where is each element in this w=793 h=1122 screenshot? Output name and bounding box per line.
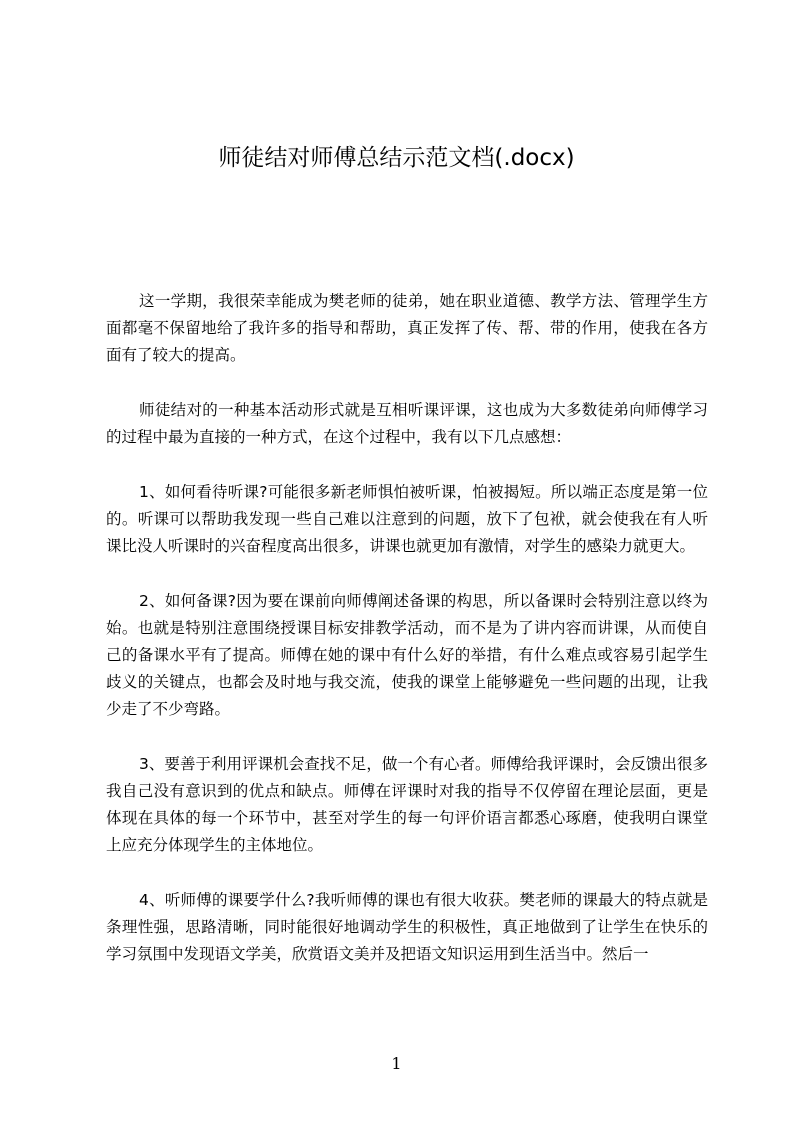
paragraph-point-3: 3、要善于利用评课机会查找不足，做一个有心者。师傅给我评课时，会反馈出很多我自己没有意识到的优点和缺点。师傅在评课时对我的指导不仅停留在理论层面，更是体现在具体的每一个环节中，甚至对学生的每一句评价语言都悉心琢磨，使我明白课堂上应充分体现学生的主体地位。 xyxy=(106,755,708,854)
paragraph-point-2: 2、如何备课?因为要在课前向师傅阐述备课的构思，所以备课时会特别注意以终为始。也就是特别注意围绕授课目标安排教学活动，而不是为了讲内容而讲课，从而使自己的备课水平有了提高。师傅在她的课中有什么好的举措，有什么难点或容易引起学生歧义的关键点，也都会及时地与我交流，使我的课堂上能够避免一些问题的出现，让我少走了不少弯路。 xyxy=(106,592,708,718)
paragraph-point-1: 1、如何看待听课?可能很多新老师惧怕被听课，怕被揭短。所以端正态度是第一位的。听课可以帮助我发现一些自己难以注意到的问题，放下了包袱，就会使我在有人听课比没人听课时的兴奋程度高出很多，讲课也就更加有激情，对学生的感染力就更大。 xyxy=(106,483,708,555)
document-title: 师徒结对师傅总结示范文档(.docx) xyxy=(218,145,575,171)
document-body xyxy=(106,288,708,996)
paragraph-point-4: 4、听师傅的课要学什么?我听师傅的课也有很大收获。樊老师的课最大的特点就是条理性强，思路清晰，同时能很好地调动学生的积极性，真正地做到了让学生在快乐的学习氛围中发现语文学美，欣赏语文美并及把语文知识运用到生活当中。然后一 xyxy=(106,891,708,963)
paragraph-listening: 师徒结对的一种基本活动形式就是互相听课评课，这也成为大多数徒弟向师傅学习的过程中最为直接的一种方式，在这个过程中，我有以下几点感想： xyxy=(106,401,708,446)
paragraph-intro: 这一学期，我很荣幸能成为樊老师的徒弟，她在职业道德、教学方法、管理学生方面都毫不保留地给了我许多的指导和帮助，真正发挥了传、帮、带的作用，使我在各方面有了较大的提高。 xyxy=(106,292,708,364)
page-number: 1 xyxy=(391,1054,402,1073)
